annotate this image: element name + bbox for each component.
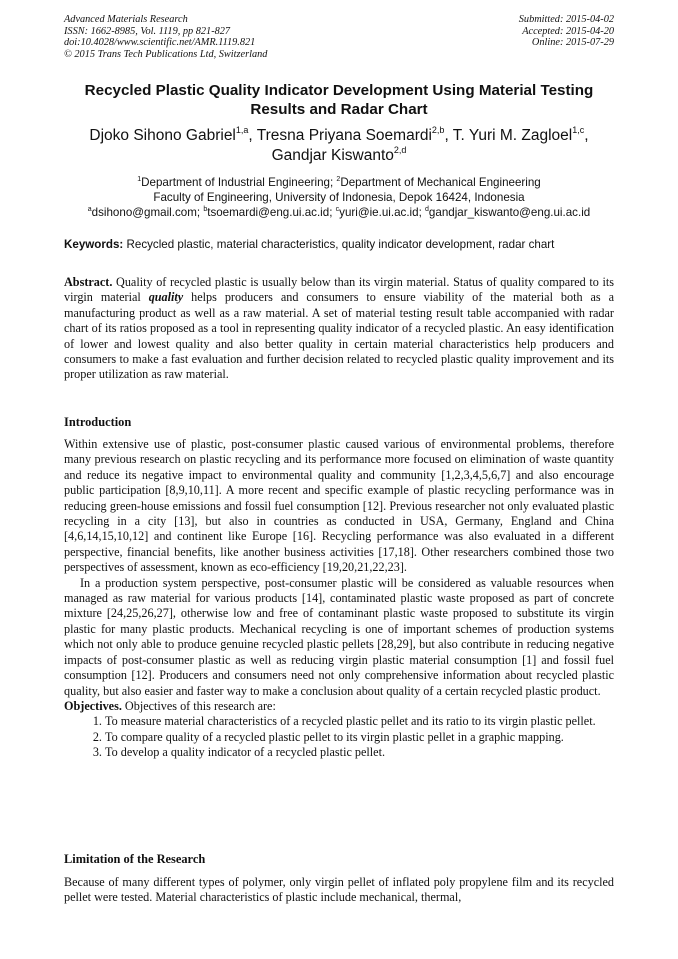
abstract-label: Abstract. (64, 275, 113, 289)
abstract-text: helps producers and consumers to ensure viability of the material both as a manufacturing product as well as a raw material. A set of material testing result table accompanied with radar chart of its ratios proposed as a tool in representing quality indicator of a recycled plastic. An easy identification of lower and lowest quality and also better quality in certain material characteristics help producers and consumers to make a fast evaluation and further decision related to recycled plastic quality improvement and its proper utilization as raw material. (64, 290, 614, 382)
email-superscript: b (203, 205, 208, 213)
issn-line: ISSN: 1662-8985, Vol. 1119, pp 821-827 (64, 25, 231, 37)
department-line (60, 176, 618, 191)
author-name: Tresna Priyana Soemardi (256, 127, 432, 144)
author-name: Gandjar Kiswanto (271, 147, 394, 164)
email-superscript: a (87, 205, 92, 213)
author-superscript: 1,c (572, 125, 585, 135)
author-name: T. Yuri M. Zagloel (452, 127, 573, 144)
author-name: Djoko Sihono Gabriel (89, 127, 236, 144)
online-date: Online: 2015-07-29 (531, 37, 614, 49)
author-list: Djoko Sihono Gabriel$^{1,a}$, Tresna Priyana Soemardi$^{2,b}$, T. Yuri M. Zagloel$^{1,c}$, Gandjar Kiswanto$^{2,d}$ (89, 125, 589, 164)
objective-item: 3. To develop a quality indicator of a recycled plastic pellet. (105, 745, 614, 760)
objectives-label: Objectives. (64, 698, 122, 713)
abstract (64, 275, 614, 383)
introduction-heading: Introduction (64, 415, 132, 429)
email-superscript: c (335, 205, 340, 213)
objective-item: 1. To measure material characteristics of a recycled plastic pellet and its ratio to its virgin plastic pellet. (105, 714, 614, 729)
objectives-line (64, 699, 614, 714)
keywords-text: Recycled plastic, material characteristics, quality indicator development, radar chart (123, 238, 555, 251)
objective-item: 2. To compare quality of a recycled plastic pellet to its virgin plastic pellet in a graphic mapping. (105, 730, 614, 745)
abstract-emphasis: quality (148, 290, 184, 305)
journal-name: Advanced Materials Research (64, 14, 188, 25)
email-superscript: d (425, 205, 429, 213)
doi-link[interactable]: doi:10.4028/www.scientific.net/AMR.1119.821 (64, 37, 256, 49)
introduction-paragraph: Within extensive use of plastic, post-consumer plastic caused various of environmental problems, therefore many previous research on plastic recycling and its performance more focused on elimination of waste quantity and reduce its negative impact to environmental quality and community [1,2,3,4,5,6,7] and also encourage public participation [8,9,10,11]. A more recent and specific example of plastic recycling performance was in reducing green-house emissions and fossil fuel consumption [12]. Previous researcher not only evaluated plastic recycling in a city [13], but also in countries as conducted in USA, Germany, England and China [4,6,14,15,10,12] and continent like Europe [16]. Recycling performance was also evaluated in a different perspective, financial benefits, like another business activities [17,18]. Other researchers combined those two perspectives of assessment, known as eco-efficiency [19,20,21,22,23]. (64, 437, 614, 575)
affiliation-superscript: 1 (137, 176, 142, 183)
objectives-text: Objectives of this research are: (121, 698, 276, 713)
paper-title: Recycled Plastic Quality Indicator Development Using Material Testing Results and Radar Chart (84, 82, 594, 118)
accepted-date: Accepted: 2015-04-20 (522, 25, 614, 37)
dates-header (519, 14, 614, 49)
keywords (64, 238, 616, 252)
author-superscript: 2,b (431, 125, 445, 135)
email-line (60, 206, 618, 221)
introduction-paragraph: In a production system perspective, post-consumer plastic will be considered as valuable resources when managed as raw material for various products [14], contaminated plastic waste proposed as part of concrete mixture [24,25,26,27], otherwise low and free of contaminant plastic waste proposed to substitute its virgin plastic for many plastic products. Mechanical recycling is one of important schemes of production systems which not only able to produce genuine recycled plastic pellets [28,29], but also contribute in reducing negative impacts of post-consumer plastic as well as reducing virgin plastic material consumption [1] and fossil fuel consumption [12]. Producers and consumers need not only comprehensive information about recycled plastic quality, but also easier and faster way to make a conclusion about quality of a certain recycled plastic product. (64, 575, 614, 698)
affiliation-superscript: 2 (336, 176, 341, 183)
introduction-body (64, 437, 614, 761)
author-email[interactable]: yuri@ie.ui.ac.id; (339, 205, 426, 219)
department-mechanical: Department of Mechanical Engineering (340, 176, 541, 189)
author-email[interactable]: gandjar_kiswanto@eng.ui.ac.id (428, 205, 591, 219)
limitation-paragraph: Because of many different types of polymer, only virgin pellet of inflated poly propylene film and its recycled pellet were tested. Material characteristics of plastic include mechanical, thermal, (64, 875, 614, 905)
keywords-label: Keywords: (64, 238, 124, 251)
copyright-line: © 2015 Trans Tech Publications Ltd, Switzerland (64, 48, 268, 60)
journal-header (64, 14, 267, 60)
author-email[interactable]: tsoemardi@eng.ui.ac.id; (207, 205, 336, 219)
submitted-date: Submitted: 2015-04-02 (518, 14, 614, 25)
author-superscript: 1,a (235, 125, 249, 135)
author-superscript: 2,d (393, 145, 407, 155)
author-email[interactable]: dsihono@gmail.com; (91, 205, 204, 219)
faculty-line: Faculty of Engineering, University of Indonesia, Depok 16424, Indonesia (153, 190, 525, 204)
affiliations (60, 176, 618, 220)
department-industrial: Department of Industrial Engineering; (141, 176, 337, 189)
limitation-heading: Limitation of the Research (64, 852, 206, 866)
abstract-text: Quality of recycled plastic is usually below than its virgin material. Status of quality compared to its virgin material (64, 275, 614, 305)
objectives-list (64, 714, 614, 760)
